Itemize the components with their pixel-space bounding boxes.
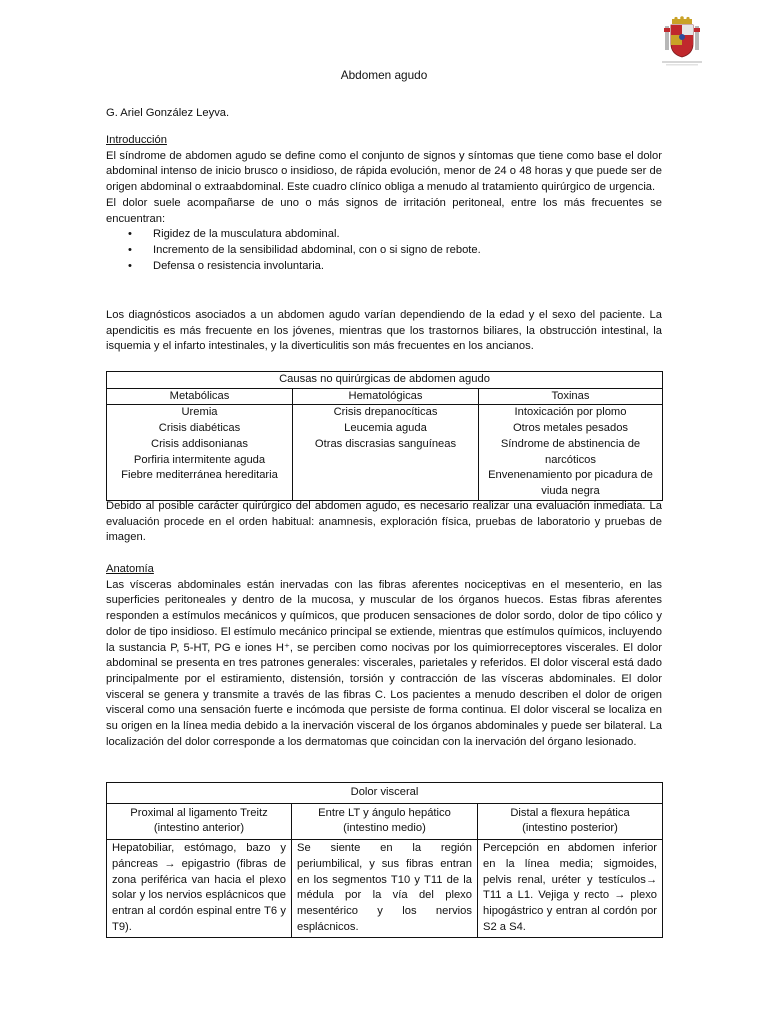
column-header-line: Distal a flexura hepática <box>510 806 630 819</box>
symptom-list <box>106 227 662 274</box>
list-item: Crisis addisonianas <box>150 437 248 450</box>
table-cell-midgut: Se siente en la región periumbilical, y sus fibras entran en los segmentos T10 y T11 de la médula por la vía del plexo mesentérico y los nervios esplácnicos. <box>292 840 478 938</box>
column-header-line: Entre LT y ángulo hepático <box>318 806 451 819</box>
anatomy-heading: Anatomía <box>106 563 154 575</box>
visceral-pain-table <box>106 782 663 938</box>
list-item: Envenenamiento por picadura de viuda negra <box>488 469 653 497</box>
table-cell-metabolic <box>107 405 293 500</box>
column-header: Toxinas <box>479 388 663 405</box>
list-item: Síndrome de abstinencia de narcóticos <box>500 437 641 466</box>
table-cell-hindgut: Percepción en abdomen inferior en la línea media; sigmoides, pelvis renal, uréter y testículos→ T11 a L1. Vejiga y recto → plexo hipogástrico y entran al cordón por S2 a S4. <box>478 840 663 938</box>
column-header <box>107 803 292 839</box>
document-title: Abdomen agudo <box>340 68 428 82</box>
intro-paragraph-2: El dolor suele acompañarse de uno o más signos de irritación peritoneal, entre los más frecuentes se encuentran: <box>106 196 662 225</box>
list-item: • Incremento de la sensibilidad abdominal, con o si signo de rebote. <box>106 243 662 259</box>
list-item: Intoxicación por plomo <box>514 406 627 419</box>
list-item: Otras discrasias sanguíneas <box>314 437 457 450</box>
list-item: • Defensa o resistencia involuntaria. <box>106 259 662 275</box>
table-cell-hematologic <box>293 405 479 500</box>
intro-paragraph-1: El síndrome de abdomen agudo se define como el conjunto de signos y síntomas que tiene como base el dolor abdominal intenso de inicio brusco o insidioso, de rápida evolución, menor de 24 o 48 horas y que puede ser de origen abdominal o extraabdominal. Este cuadro clínico obliga a menudo al tratamiento quirúrgico de urgencia. <box>106 149 662 194</box>
evaluation-paragraph: Debido al posible carácter quirúrgico del abdomen agudo, es necesario realizar una evaluación inmediata. La evaluación procede en el orden habitual: anamnesis, exploración física, pruebas de laboratorio y pruebas de imagen. <box>106 500 662 544</box>
anatomy-paragraph: Las vísceras abdominales están inervadas con las fibras aferentes nociceptivas en el mesenterio, en las superficies peritoneales y dentro de la mucosa, y muscular de los órganos huecos. Estas fibras aferentes responden a estímulos mecánicos y químicos, que producen sensaciones de dolor sordo, dolor de tipo cólico y dolor de tipo insidioso. El estímulo mecánico principal se extiende, mientras que estímulos químicos, incluyendo la sustancia P, 5-HT, PG e iones H⁺, se perciben como nocivas por los quimiorreceptores viscerales. El dolor abdominal se presenta en tres patrones generales: viscerales, parietales y referidos. El dolor visceral está dado principalmente por el estiramiento, distensión, torsión y contracción de las vísceras abdominales. El dolor visceral se genera y transmite a través de las fibras C. Los pacientes a menudo describen el dolor de origen visceral como una sensación fuerte e incómoda que persiste de forma continua. El dolor visceral se localiza en su origen en la línea media debido a la inervación visceral de los órganos abdominales y puede ser bilateral. La localización del dolor corresponde a los dermatomas que coincidan con la inervación del órgano lesionado. <box>106 578 662 748</box>
list-item: Porfiria intermitente aguda <box>133 453 266 466</box>
table-caption: Dolor visceral <box>107 783 663 804</box>
anatomy-section <box>106 562 662 750</box>
list-item: Leucemia aguda <box>344 422 427 435</box>
column-header-line: (intestino medio) <box>343 822 426 835</box>
coat-of-arms-emblem <box>662 16 702 66</box>
list-item: Fiebre mediterránea hereditaria <box>121 469 278 482</box>
intro-heading: Introducción <box>106 134 167 146</box>
column-header-line: Proximal al ligamento Treitz <box>130 806 268 819</box>
column-header <box>478 803 663 839</box>
non-surgical-causes-table <box>106 371 663 501</box>
table-caption: Causas no quirúrgicas de abdomen agudo <box>107 372 663 389</box>
column-header: Hematológicas <box>293 388 479 405</box>
list-item: • Rigidez de la musculatura abdominal. <box>106 227 662 243</box>
column-header-line: (intestino posterior) <box>522 822 618 835</box>
intro-paragraph-3: Los diagnósticos asociados a un abdomen agudo varían dependiendo de la edad y el sexo del paciente. La apendicitis es más frecuente en los jóvenes, mientras que los trastornos biliares, la obstrucción intestinal, la isquemia y el infarto intestinales, y la diverticulitis son más frecuentes en los ancianos. <box>106 309 662 353</box>
author-name: G. Ariel González Leyva. <box>106 107 230 119</box>
column-header: Metabólicas <box>107 388 293 405</box>
intro-section <box>106 133 662 274</box>
list-item: Crisis drepanocíticas <box>333 406 438 419</box>
table-cell-foregut: Hepatobiliar, estómago, bazo y páncreas → epigastrio (fibras de zona periférica van hacia el plexo solar y los nervios esplácnicos que entran al cordón espinal entre T6 y T9). <box>107 840 292 938</box>
column-header <box>292 803 478 839</box>
column-header-line: (intestino anterior) <box>153 822 245 835</box>
list-item: Uremia <box>181 406 218 419</box>
table-cell-toxins <box>479 405 663 500</box>
list-item: Crisis diabéticas <box>158 422 241 435</box>
list-item: Otros metales pesados <box>512 422 629 435</box>
